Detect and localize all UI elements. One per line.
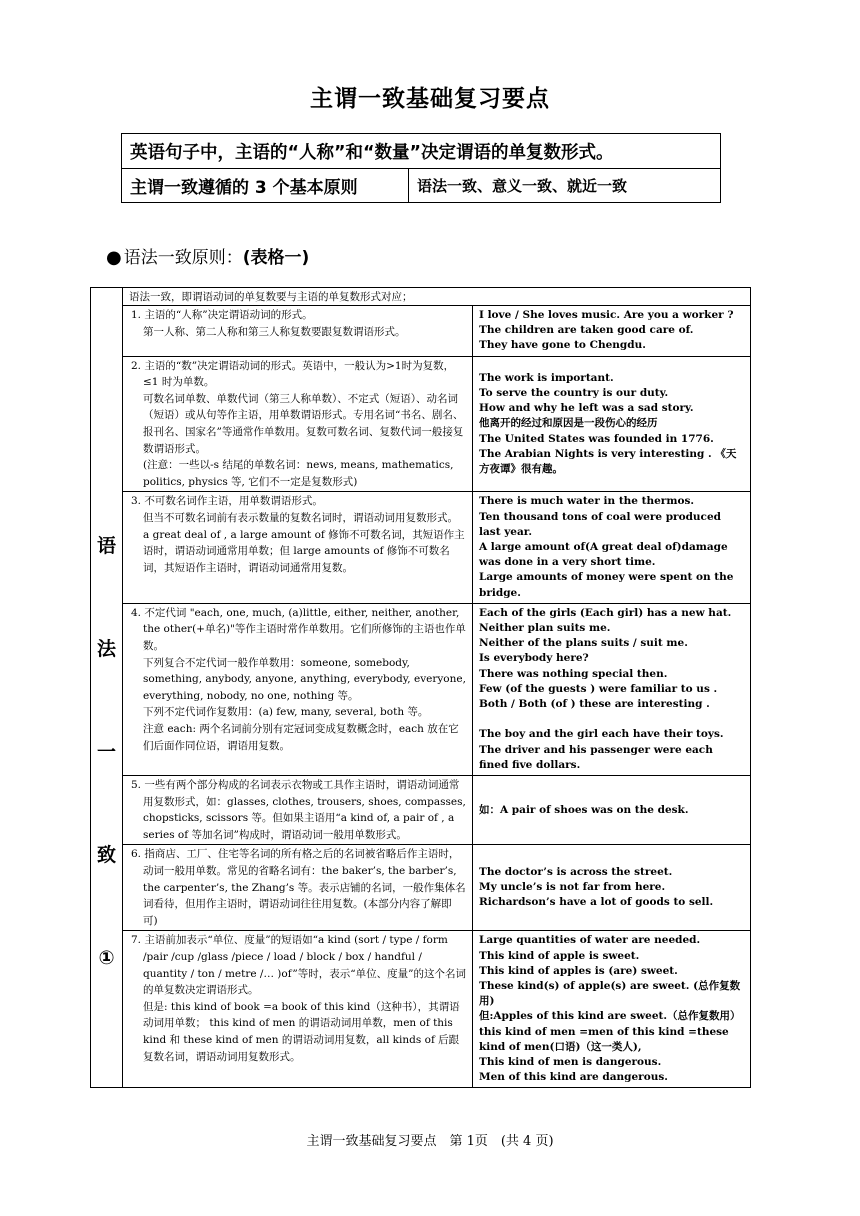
page-footer: 主谓一致基础复习要点 第 1页 (共 4 页) (306, 1134, 554, 1149)
rule-text: 下列不定代词作复数用：(a) few, many, several, both 等。 (143, 706, 429, 719)
example-sentence: Neither plan suits me. (479, 621, 611, 634)
table-header: 语法一致，即谓语动词的单复数要与主语的单复数形式对应； (123, 288, 751, 306)
grammar-table (90, 287, 751, 1088)
example-sentence: Large quantities of water are needed. (479, 934, 701, 947)
side-label (91, 288, 123, 1088)
side-label-char: 法 (96, 637, 116, 660)
example-sentence: They have gone to Chengdu. (479, 339, 646, 352)
example-sentence: These kind(s) of apple(s) are sweet. (总作复数用) (479, 979, 741, 1008)
example-cell (473, 931, 751, 1088)
summary-row-2 (122, 169, 721, 203)
side-label-char: ① (98, 946, 115, 969)
section-heading (106, 243, 309, 268)
side-label-char: 语 (96, 534, 116, 557)
rule-text: 2. 主语的“数”决定谓语动词的形式。英语中，一般认为>1时为复数，≤1 时为单数。 (131, 359, 455, 389)
example-sentence: To serve the country is our duty. (479, 386, 669, 399)
rule-text: 3. 不可数名词作主语，用单数谓语形式。 (131, 495, 323, 508)
rule-text: 1. 主语的“人称”决定谓语动词的形式。 (131, 309, 313, 321)
rule-cell (123, 603, 473, 775)
example-sentence: 如：A pair of shoes was on the desk. (479, 803, 689, 816)
side-label-char: 致 (96, 843, 116, 866)
example-sentence: Large amounts of money were spent on the bridge. (479, 571, 734, 599)
example-sentence: There was nothing special then. (479, 667, 668, 680)
rule-cell (123, 306, 473, 357)
rule-text: (注意：一些以-s 结尾的单数名词：news, means, mathematics, politics, physics 等, 它们不一定是复数形式) (143, 459, 454, 488)
section-label: 语法一致原则： (123, 248, 243, 268)
rule-text: 下列复合不定代词一般作单数用：someone, somebody, something, anybody, anyone, anything, everybody, everyone, everything, nobody, no one, nothing 等。 (143, 656, 466, 702)
rule-text: 注意 each: 两个名词前分别有定冠词变成复数概念时，each 放在它们后面作同位语，谓语用复数。 (143, 722, 459, 752)
example-sentence: Ten thousand tons of coal were produced last year. (479, 510, 721, 538)
rule-text: 但是: this kind of book =a book of this kind（这种书），其谓语动词用单数； this kind of men 的谓语动词用单数，men of this kind 和 these kind of men 的谓语动词用复数，all kinds of 后跟复数名词，谓语动词用复数形式。 (143, 1000, 460, 1063)
example-sentence: Few (of the guests ) were familiar to us . (479, 682, 718, 695)
table-header-row (91, 288, 751, 306)
example-cell (473, 306, 751, 357)
example-sentence (479, 712, 744, 727)
example-sentence: Both / Both (of ) these are interesting . (479, 698, 710, 710)
example-sentence: This kind of apple is sweet. (479, 949, 640, 962)
rule-text: 7. 主语前加表示“单位、度量”的短语如“a kind (sort / type / form /pair /cup /glass /piece / load / block / box / handful / quantity / ton / metre /… )of”等时，表示“单位、度量”的这个名词的单复数决定谓语形式。 (131, 934, 466, 997)
side-label-char: 一 (96, 740, 116, 763)
example-sentence: Neither of the plans suits / suit me. (479, 637, 688, 650)
rule-cell (123, 492, 473, 603)
rule-text: 第一人称、第二人称和第三人称复数要跟复数谓语形式。 (143, 325, 406, 338)
table-row (91, 492, 751, 603)
rule-text: 6. 指商店、工厂、住宅等名词的所有格之后的名词被省略后作主语时，动词一般用单数。常见的省略名词有：the baker’s, the barber’s, the carpenter’s, the Zhang’s 等。表示店铺的名词，一般作集体名词看待，但用作主语时，谓语动词往往用复数。(本部分内容了解即可) (131, 848, 466, 927)
rule-cell (123, 356, 473, 492)
summary-row-1 (122, 134, 721, 169)
example-sentence: The children are taken good care of. (479, 324, 694, 337)
page-title: 主谓一致基础复习要点 (310, 86, 550, 112)
example-cell (473, 356, 751, 492)
example-sentence: The Arabian Nights is very interesting . 《天方夜谭》很有趣。 (479, 447, 737, 475)
example-sentence: How and why he left was a sad story. (479, 402, 694, 415)
example-cell (473, 603, 751, 775)
example-cell (473, 776, 751, 845)
example-sentence: this kind of men =men of this kind =these kind of men(口语)（这一类人), (479, 1025, 729, 1053)
example-sentence: The driver and his passenger were each fined five dollars. (479, 743, 713, 771)
table-row (91, 356, 751, 492)
example-sentence: 但:Apples of this kind are sweet.（总作复数用） (479, 1010, 741, 1023)
example-sentence: 他离开的经过和原因是一段伤心的经历 (479, 417, 658, 430)
rule-text: 可数名词单数、单数代词（第三人称单数）、不定式（短语）、动名词（短语）或从句等作主语，用单数谓语形式。专用名词“书名、剧名、报刊名、国家名”等通常作单数用。复数可数名词、复数代词一般接复数谓语形式。 (143, 392, 464, 455)
rule-text: 5. 一些有两个部分构成的名词表示衣物或工具作主语时，谓语动词通常用复数形式，如：glasses, clothes, trousers, shoes, compasses, chopsticks, scissors 等。但如果主语用“a kind of, a pair of , a series of 等加名词”构成时，谓语动词一般用单数形式。 (131, 779, 466, 841)
example-sentence: There is much water in the thermos. (479, 495, 695, 508)
example-sentence: Is everybody here? (479, 652, 589, 665)
example-cell (473, 845, 751, 931)
rule-cell (123, 845, 473, 931)
example-cell (473, 492, 751, 603)
example-sentence: This kind of apples is (are) sweet. (479, 964, 678, 977)
example-sentence: The boy and the girl each have their toys. (479, 728, 724, 741)
rule-cell (123, 776, 473, 845)
bullet-icon: ● (106, 247, 122, 268)
rule-text: 但当不可数名词前有表示数量的复数名词时，谓语动词用复数形式。 (143, 511, 458, 524)
rule-text: a great deal of , a large amount of 修饰不可数名词，其短语作主语时，谓语动词通常用单数；但 large amounts of 修饰不可数名词，其短语作主语时，谓语动词通常用复数。 (143, 528, 465, 574)
example-sentence: Each of the girls (Each girl) has a new hat. (479, 606, 732, 619)
example-sentence: My uncle’s is not far from here. (479, 881, 666, 894)
summary-statement: 英语句子中，主语的“人称”和“数量”决定谓语的单复数形式。 (122, 134, 721, 169)
example-sentence: I love / She loves music. Are you a worker ? (479, 309, 734, 321)
table-row (91, 776, 751, 845)
section-label-bold: (表格一) (242, 248, 310, 268)
principles-list: 语法一致、意义一致、就近一致 (409, 169, 721, 203)
table-row (91, 306, 751, 357)
summary-table (121, 133, 721, 203)
table-row (91, 931, 751, 1088)
principles-label: 主谓一致遵循的 3 个基本原则 (122, 169, 409, 203)
table-row (91, 845, 751, 931)
example-sentence: This kind of men is dangerous. (479, 1055, 662, 1068)
example-sentence: A large amount of(A great deal of)damage was done in a very short time. (479, 540, 728, 569)
example-sentence: The doctor’s is across the street. (479, 866, 673, 879)
example-sentence: Men of this kind are dangerous. (479, 1071, 668, 1084)
example-sentence: The work is important. (479, 371, 614, 384)
table-row (91, 603, 751, 775)
rule-cell (123, 931, 473, 1088)
example-sentence: The United States was founded in 1776. (479, 432, 714, 445)
example-sentence: Richardson’s have a lot of goods to sell. (479, 896, 714, 909)
rule-text: 4. 不定代词 "each, one, much, (a)little, either, neither, another, the other(+单名)"等作主语时常作单数用。它们所修饰的主语也作单数。 (131, 606, 466, 652)
